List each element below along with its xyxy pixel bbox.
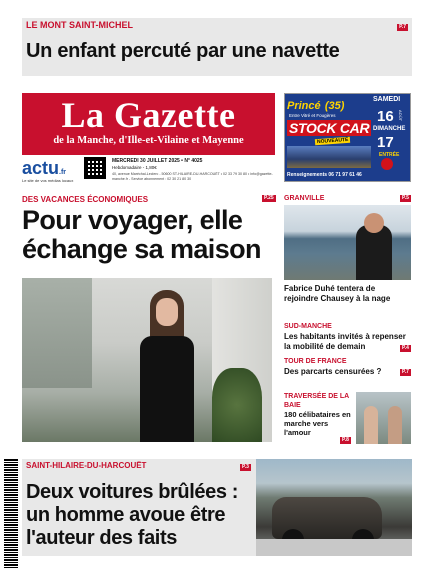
masthead-subtitle: de la Manche, d'Ille-et-Vilaine et Mayenne [53, 135, 244, 146]
tour-de-france-headline[interactable]: Des parcarts censurées ? [284, 367, 382, 376]
ad-entry: ENTRÉE [379, 152, 400, 158]
woman-figure [132, 290, 202, 442]
ad-event: STOCK CAR [289, 120, 370, 136]
main-story-photo[interactable] [22, 278, 272, 442]
main-story-page: P.25 [264, 195, 274, 201]
top-story-kicker: LE MONT SAINT-MICHEL [26, 20, 133, 30]
ad-badge: NOUVEAUTÉ [316, 136, 349, 146]
ad-price-circle [381, 158, 393, 170]
ad-brand-sub: Entre Vitré et Fougères [289, 113, 336, 118]
bottom-story-kicker: SAINT-HILAIRE-DU-HARCOUËT [26, 461, 147, 470]
granville-kicker: GRANVILLE [284, 195, 325, 202]
sud-manche-kicker: SUD-MANCHE [284, 323, 332, 330]
issue-date: MERCREDI 30 JUILLET 2025 • N° 4025 [112, 158, 203, 164]
ad-day1-month: AOÛT [398, 110, 403, 122]
bottom-story-headline[interactable]: Deux voitures brûlées : un homme avoue être l'auteur des faits [26, 481, 238, 549]
ad-day2-num: 17 [377, 134, 394, 151]
traversee-photo[interactable] [356, 392, 411, 444]
sud-manche-headline[interactable]: Les habitants invités à repenser la mobilité de demain [284, 332, 406, 351]
plant-shape [212, 368, 262, 442]
granville-photo[interactable] [284, 205, 411, 280]
traversee-headline[interactable]: 180 célibataires en marche vers l'amour [284, 410, 351, 437]
ad-day1-num: 16 [377, 108, 394, 125]
ad-info: Renseignements 06 71 97 61 46 [287, 172, 362, 178]
bottom-story-page: P.3 [242, 464, 249, 470]
burned-car-photo[interactable] [256, 459, 412, 556]
ad-day1: SAMEDI [373, 96, 401, 103]
top-banner[interactable] [22, 18, 412, 76]
issue-frequency: Hebdomadaire - 1,80€ [112, 165, 157, 170]
swimmer-figure [356, 225, 392, 280]
ad-brand: Princé (35) [287, 100, 345, 112]
publisher-address: 40, avenue Maréchal-Leclerc - 50600 ST-HILAIRE-DU-HARCOUËT • 02 33 79 30 80 • info@gazette-manche.fr - Service abonnement : 02 30 21 80 30 [112, 172, 273, 181]
traversee-page: P.8 [342, 437, 349, 443]
actu-tagline: Le site de vos médias locaux [22, 178, 74, 183]
top-story-headline[interactable]: Un enfant percuté par une navette [26, 40, 340, 62]
top-story-page: P.7 [399, 24, 406, 30]
barcode [4, 459, 18, 568]
stock-car-ad[interactable] [284, 93, 411, 182]
ad-cars-image [287, 146, 371, 168]
sud-manche-page: P.4 [402, 345, 409, 351]
main-story-kicker: DES VACANCES ÉCONOMIQUES [22, 195, 149, 204]
masthead [22, 93, 275, 155]
gazette-logo: La Gazette [61, 95, 236, 135]
actu-logo[interactable]: actu.fr [22, 158, 67, 178]
window-shape [22, 278, 92, 388]
qr-code[interactable] [84, 157, 106, 179]
ad-day2: DIMANCHE [373, 126, 406, 132]
traversee-kicker: TRAVERSÉE DE LA BAIE [284, 393, 349, 409]
bottom-banner[interactable] [22, 459, 412, 556]
tow-truck-bed [256, 539, 412, 556]
granville-headline[interactable]: Fabrice Duhé tentera de rejoindre Chausey à la nage [284, 284, 391, 303]
tour-de-france-page: P.7 [402, 369, 409, 375]
granville-page: P.5 [402, 195, 409, 201]
tour-de-france-kicker: TOUR DE FRANCE [284, 358, 347, 365]
main-story-headline[interactable]: Pour voyager, elle échange sa maison [22, 205, 261, 264]
